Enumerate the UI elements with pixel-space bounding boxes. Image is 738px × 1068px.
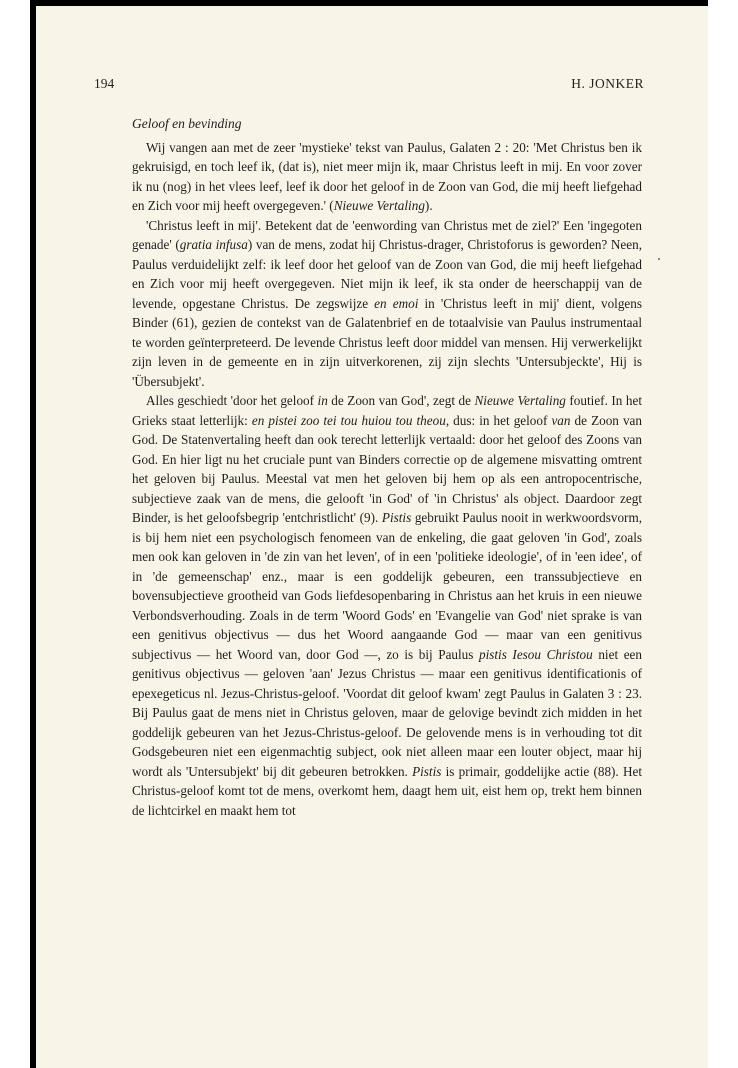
italic-text: Nieuwe Vertaling xyxy=(333,198,425,213)
paragraph xyxy=(132,216,642,392)
page-number: 194 xyxy=(94,76,115,91)
italic-text: en pistei zoo tei tou huiou tou theou xyxy=(251,412,446,428)
text-run: Alles geschiedt 'door het geloof xyxy=(146,393,318,408)
text-run: foutief. In het Grieks staat letterlijk: xyxy=(132,393,642,428)
running-header xyxy=(94,76,644,94)
text-run: , dus: in het geloof xyxy=(445,412,552,428)
text-run: de Zoon van God. De Statenvertaling heeft dan ook terecht letterlijk vertaald: door het geloof des Zoons van God. En hier ligt nu het cruciale punt van Binders correctie op de algemene misvatting omtrent het geloven bij Paulus. Meestal vat men het geloven bij hem op als een antropocentrische, subjectieve zaak van de mens, die gelooft 'in God' of 'in Christus' als object. Daardoor zegt Binder, is het geloofsbegrip 'entchristlicht' (9). xyxy=(132,412,642,525)
paragraphs xyxy=(132,138,642,821)
italic-text: pistis Iesou Christou xyxy=(479,646,593,662)
italic-text: gratia infusa xyxy=(179,237,248,252)
italic-text: en emoi xyxy=(374,295,419,311)
paragraph xyxy=(132,138,642,216)
text-run: 'Christus leeft in mij'. Betekent dat de 'eenwording van Christus met de ziel?' Een 'ingegoten genade' ( xyxy=(132,217,642,252)
italic-text: Pistis xyxy=(412,763,442,779)
running-head-author: H. JONKER xyxy=(571,76,644,91)
text-run: Wij vangen aan met de zeer 'mystieke' tekst van Paulus, Galaten 2 : 20: 'Met Christus ben ik gekruisigd, en toch leef ik, (dat is), niet meer mijn ik, maar Christus leeft in mij. En voor zover ik nu (nog) in het vlees leef, leef ik door het geloof in de Zoon van God, die mij heeft liefgehad en Zich voor mij heeft overgegeven.' ( xyxy=(132,139,642,213)
scan-speck xyxy=(658,258,660,260)
italic-text: in xyxy=(317,393,328,408)
body-text xyxy=(132,114,642,820)
text-run: ). xyxy=(424,198,433,213)
text-run: is primair, goddelijke actie (88). Het Christus-geloof komt tot de mens, overkomt hem, daagt hem uit, eist hem op, trekt hem binnen de lichtcirkel en maakt hem tot xyxy=(132,763,642,818)
text-run: gebruikt Paulus nooit in werkwoordsvorm, is bij hem niet een psychologisch fenomeen van de enkeling, die gaat geloven 'in God', zoals men ook kan geloven in 'de zin van het leven', of in een 'politieke ideologie', of in 'een idee', of in 'de gemeenschap' enz., maar is een goddelijk gebeuren, een transsubjectieve en bovensubjectieve grootheid van Gods liefdesopenbaring in Christus aan het kruis in een nieuwe Verbondsverhouding. Zoals in de term 'Woord Gods' en 'Evangelie van God' niet sprake is van een genitivus objectivus — dus het Woord aangaande God — maar van een genitivus subjectivus — het Woord van, door God —, zo is bij Paulus xyxy=(132,510,643,662)
italic-text: Pistis xyxy=(381,510,412,525)
text-run: niet een genitivus objectivus — geloven 'aan' Jezus Christus — maar een genitivus identificationis of epexegeticus nl. Jezus-Christus-geloof. 'Voordat dit geloof kwam' zegt Paulus in Galaten 3 : 23. Bij Paulus gaat de mens niet in Christus geloven, maar de gelovige bevindt zich midden in het goddelijk gebeuren van het Jezus-Christus-geloof. De gelovende mens is in verhouding tot dit Godsgebeuren niet een eigenmachtig subject, ook niet alleen maar een louter object, maar hij wordt als 'Untersubjekt' bij dit gebeuren betrokken. xyxy=(132,646,642,779)
text-run: in 'Christus leeft in mij' dient, volgens Binder (61), gezien de contekst van de Galatenbrief en de totaalvisie van Paulus instrumentaal te worden geïnterpreteerd. De levende Christus leeft door middel van mensen. Hij verwerkelijkt zijn leven in de gemeente en in zijn uitverkorenen, zij zijn slechts 'Untersubjeckte', Hij is 'Übersubjekt'. xyxy=(132,295,642,389)
paragraph xyxy=(132,391,642,820)
text-run: ) van de mens, zodat hij Christus-drager, Christoforus is geworden? Neen, Paulus verduidelijkt zelf: ik leef door het geloof van de Zoon van God, die mij heeft liefgehad en Zich voor mij heeft overgegeven. Niet mijn ik leef, ik sta onder de heerschappij van de levende, opgestane Christus. De zegswijze xyxy=(132,237,643,311)
section-title: Geloof en bevinding xyxy=(132,116,242,131)
text-run: de Zoon van God', zegt de xyxy=(327,393,475,408)
italic-text: Nieuwe Vertaling xyxy=(474,393,566,408)
italic-text: van xyxy=(551,412,571,428)
